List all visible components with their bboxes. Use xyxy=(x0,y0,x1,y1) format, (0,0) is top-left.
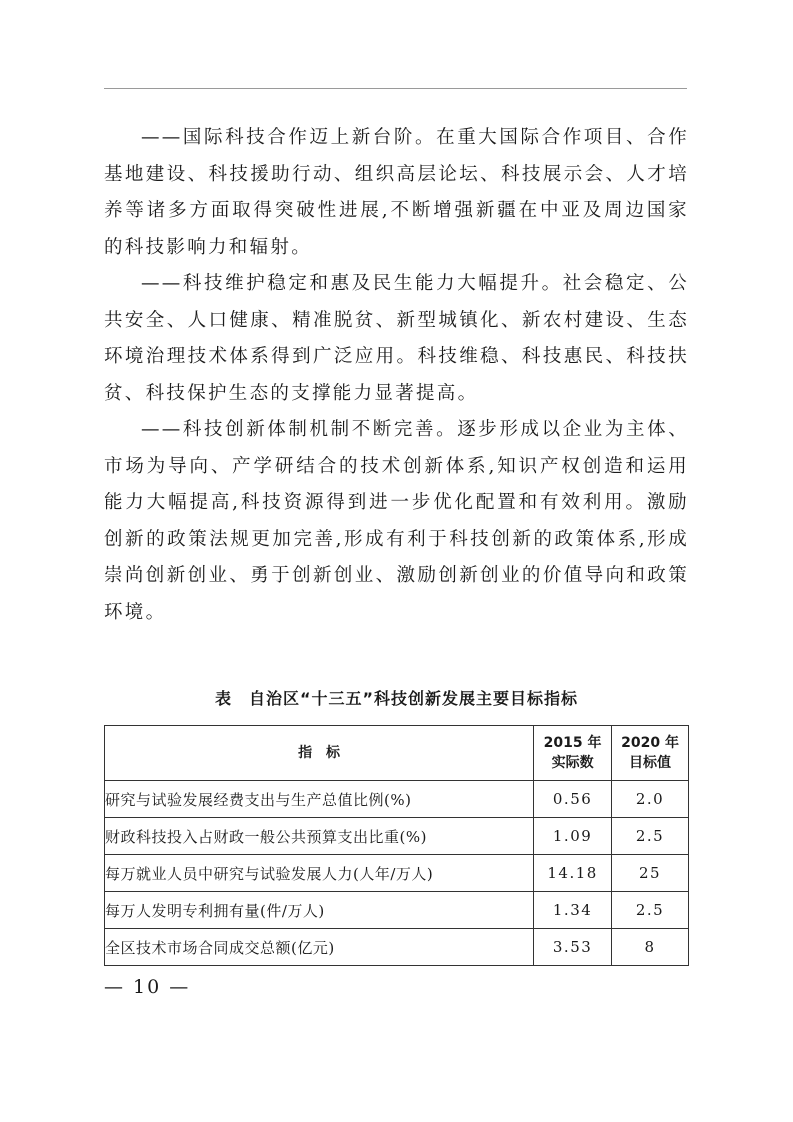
table-row xyxy=(105,781,689,818)
table-row xyxy=(105,929,689,966)
value-2020: 2.0 xyxy=(612,781,689,818)
header-2015-actual xyxy=(534,726,612,781)
header-2015-label: 实际数 xyxy=(551,755,594,771)
table-row xyxy=(105,818,689,855)
indicator-name: 每万就业人员中研究与试验发展人力(人年/万人) xyxy=(105,855,534,892)
value-2015: 0.56 xyxy=(534,781,612,818)
table-row xyxy=(105,892,689,929)
table-header-row xyxy=(105,726,689,781)
paragraph-international-cooperation: ——国际科技合作迈上新台阶。在重大国际合作项目、合作基地建设、科技援助行动、组织高层论坛、科技展示会、人才培养等诸多方面取得突破性进展,不断增强新疆在中亚及周边国家的科技影响力和辐射。 xyxy=(104,127,689,258)
indicator-name: 全区技术市场合同成交总额(亿元) xyxy=(105,929,534,966)
value-2015: 14.18 xyxy=(534,855,612,892)
table-title: 表 自治区“十三五”科技创新发展主要目标指标 xyxy=(214,689,579,708)
paragraph-stability-livelihood: ——科技维护稳定和惠及民生能力大幅提升。社会稳定、公共安全、人口健康、精准脱贫、新型城镇化、新农村建设、生态环境治理技术体系得到广泛应用。科技维稳、科技惠民、科技扶贫、科技保护生态的支撑能力显著提高。 xyxy=(104,273,689,404)
value-2015: 1.34 xyxy=(534,892,612,929)
table-row xyxy=(105,855,689,892)
header-2015-year: 2015 年 xyxy=(543,735,602,751)
header-indicator: 指 标 xyxy=(105,726,534,781)
indicator-name: 每万人发明专利拥有量(件/万人) xyxy=(105,892,534,929)
value-2020: 8 xyxy=(612,929,689,966)
value-2015: 3.53 xyxy=(534,929,612,966)
indicator-name: 财政科技投入占财政一般公共预算支出比重(%) xyxy=(105,818,534,855)
paragraph-institutional-mechanism: ——科技创新体制机制不断完善。逐步形成以企业为主体、市场为导向、产学研结合的技术创新体系,知识产权创造和运用能力大幅提高,科技资源得到进一步优化配置和有效利用。激励创新的政策法规更加完善,形成有利于科技创新的政策体系,形成崇尚创新创业、勇于创新创业、激励创新创业的价值导向和政策环境。 xyxy=(104,419,689,623)
value-2020: 2.5 xyxy=(612,892,689,929)
value-2015: 1.09 xyxy=(534,818,612,855)
body-text xyxy=(104,120,689,631)
header-2020-target xyxy=(612,726,689,781)
value-2020: 2.5 xyxy=(612,818,689,855)
header-rule xyxy=(104,88,687,89)
target-indicators-table xyxy=(104,725,689,966)
indicator-name: 研究与试验发展经费支出与生产总值比例(%) xyxy=(105,781,534,818)
value-2020: 25 xyxy=(612,855,689,892)
header-2020-year: 2020 年 xyxy=(621,735,679,751)
header-2020-label: 目标值 xyxy=(629,755,672,771)
page-number: — 10 — xyxy=(104,976,191,998)
